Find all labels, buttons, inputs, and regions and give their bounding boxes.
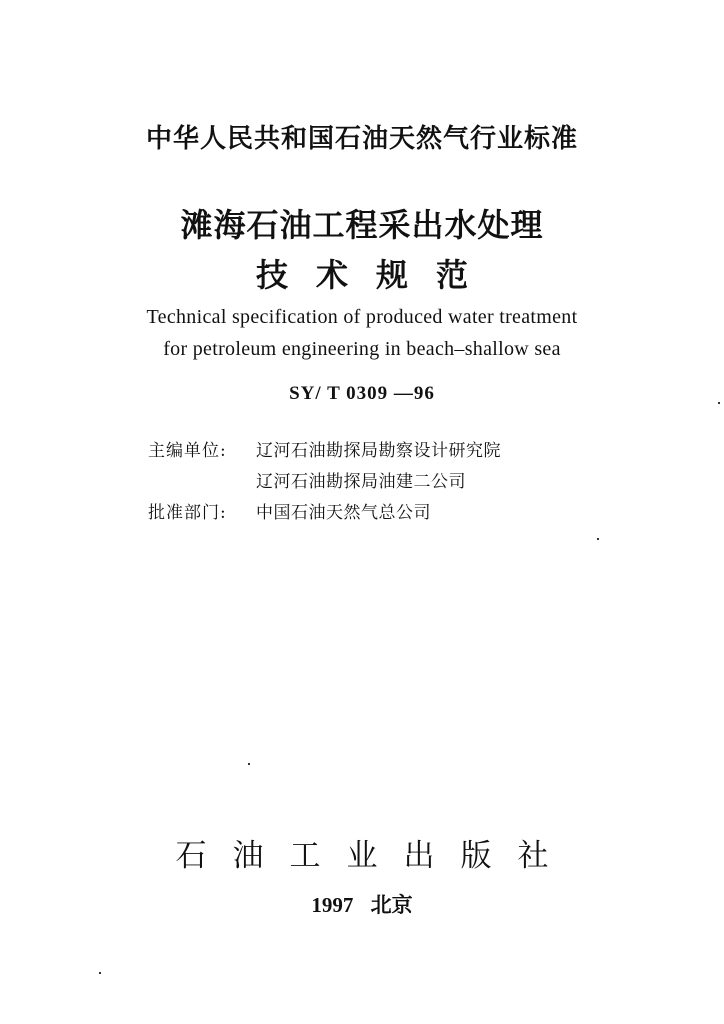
scan-speck — [248, 763, 250, 765]
organization-block — [148, 433, 501, 526]
chief-editor-row — [148, 433, 501, 464]
publisher-name: 石油工业出版社 — [175, 838, 575, 874]
approving-department-value: 中国石油天然气总公司 — [256, 503, 431, 523]
chief-editor-unit-2: 辽河石油勘探局油建二公司 — [256, 472, 466, 492]
scan-speck — [99, 972, 101, 974]
standard-category-heading: 中华人民共和国石油天然气行业标准 — [145, 124, 578, 154]
publication-date-line — [0, 889, 724, 919]
publication-city: 北京 — [370, 893, 413, 917]
chinese-title-line-1: 滩海石油工程采出水处理 — [180, 206, 544, 244]
chief-editor-label: 主编单位: — [148, 441, 227, 461]
scan-speck — [597, 538, 599, 540]
scan-speck — [718, 402, 720, 404]
chief-editor-unit-1: 辽河石油勘探局勘察设计研究院 — [256, 441, 501, 461]
english-title-line-1: Technical specification of produced water treatment — [146, 306, 578, 328]
chief-editor-row-2 — [148, 464, 501, 495]
approving-department-label: 批准部门: — [148, 503, 227, 523]
standard-code: SY/ T 0309 —96 — [289, 383, 435, 404]
publication-year: 1997 — [311, 893, 354, 917]
english-title-line-2: for petroleum engineering in beach–shallow sea — [163, 338, 561, 360]
approving-department-row — [148, 495, 501, 526]
chinese-title-line-2: 技术规范 — [255, 256, 496, 294]
